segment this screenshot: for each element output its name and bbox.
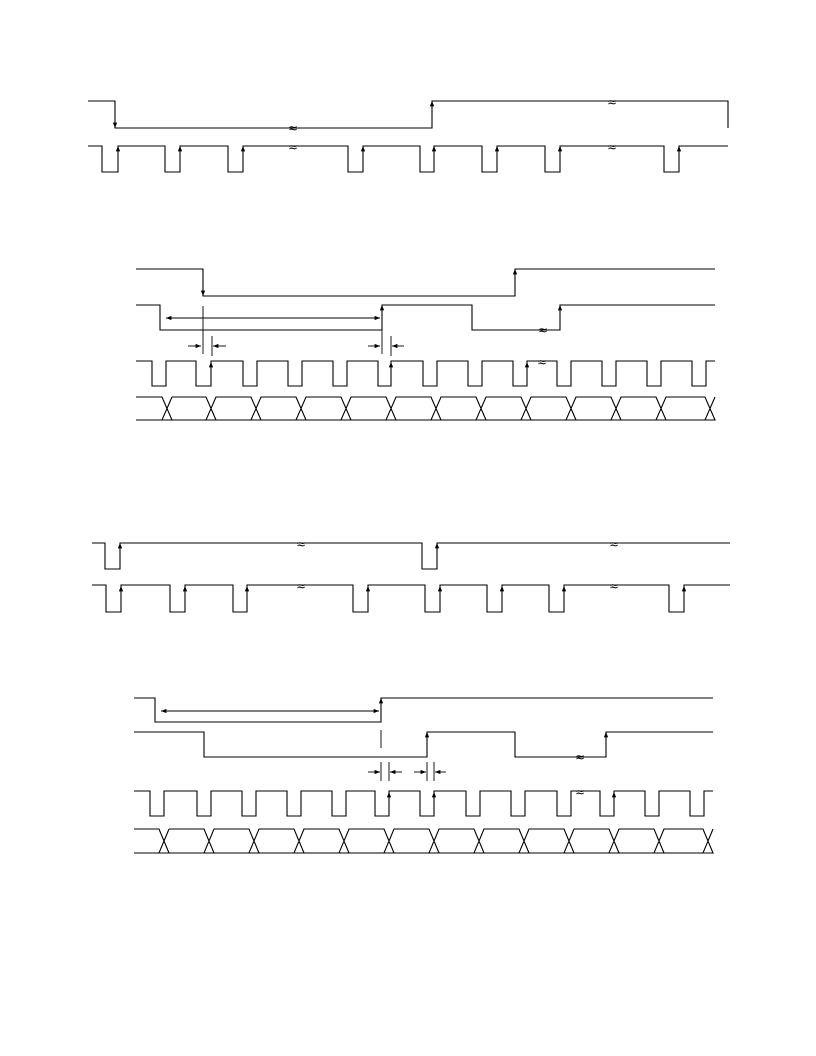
time-break-symbol: ≈ [609,537,620,551]
figure-2-enable-waveform [136,305,715,330]
figure-3 [92,537,730,612]
clock-edge-arrows [121,586,684,601]
time-break-symbol: ≈ [575,750,586,764]
time-break-symbol: ≈ [288,140,299,154]
time-break-symbol: ≈ [575,785,586,799]
figure-4-data-bus-waveform [134,829,713,853]
figure-2-control-waveform [136,269,715,296]
figure-2 [136,269,715,420]
time-break-symbol: ≈ [537,355,548,369]
figure-4 [134,698,713,853]
time-break-symbol: ≈ [538,323,549,337]
figure-4-control-waveform [134,698,713,722]
time-break-symbol: ≈ [607,140,618,154]
figure-4-enable-waveform [134,732,713,757]
figure-2-clock-waveform [136,361,715,386]
figure-1-clock-waveform [88,146,728,172]
figure-1 [88,95,728,172]
figure-3-strobe-waveform [92,543,730,569]
time-break-symbol: ≈ [296,579,307,593]
figure-4-clock-waveform [134,791,713,816]
clock-edge-arrows [211,362,527,378]
time-break-symbol: ≈ [609,579,620,593]
setup-hold-markers [188,336,404,356]
figure-2-data-bus-waveform [136,397,715,420]
time-break-symbol: ≈ [296,537,307,551]
setup-hold-markers [368,762,446,781]
time-break-symbol: ≈ [288,121,299,135]
clock-edge-arrows [118,146,679,162]
figure-3-clock-waveform [92,585,730,612]
figure-1-strobe-waveform [88,101,728,128]
time-break-symbol: ≈ [607,95,618,109]
